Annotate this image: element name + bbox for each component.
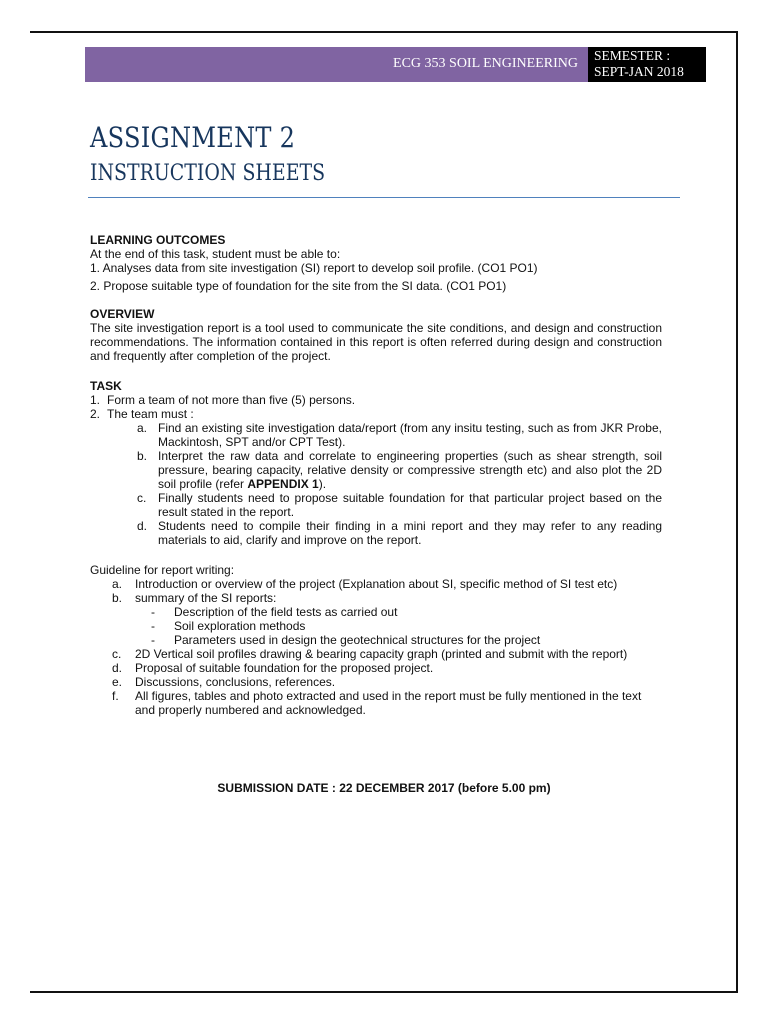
task-item: 1. Form a team of not more than five (5) persons. bbox=[90, 393, 356, 407]
task-subitem: b. Interpret the raw data and correlate to engineering properties (such as shear strength, soil pressure, bearing capacity, relative density or compressive strength etc) and also plot the 2D soil profile (refer APPENDIX 1). bbox=[137, 449, 662, 491]
semester-box bbox=[588, 47, 706, 82]
task-subitem: c. Finally students need to propose suitable foundation for that particular project based on the result stated in the report. bbox=[137, 491, 662, 519]
task-item: 2. The team must : bbox=[90, 407, 194, 421]
guideline-item: b. summary of the SI reports: - Description of the field tests as carried out - Soil exploration methods - Parameters used in design the geotechnical structures for the project bbox=[112, 591, 662, 647]
page-border-top bbox=[30, 31, 738, 33]
overview-text: The site investigation report is a tool used to communicate the site conditions, and design and construction recommendations. The information contained in this report is often referred during design and construction and frequently after completion of the project. bbox=[90, 321, 662, 363]
task-list bbox=[90, 393, 662, 421]
semester-label: SEMESTER : bbox=[594, 48, 671, 63]
guideline-subitem: - Parameters used in design the geotechnical structures for the project bbox=[151, 633, 541, 647]
task-subitem: a. Find an existing site investigation data/report (from any insitu testing, such as from JKR Probe, Mackintosh, SPT and/or CPT Test). bbox=[137, 421, 662, 449]
document-body bbox=[90, 233, 662, 717]
guideline-item: d. Proposal of suitable foundation for the proposed project. bbox=[112, 661, 434, 675]
learning-outcome-item: 2. Propose suitable type of foundation for the site from the SI data. (CO1 PO1) bbox=[90, 279, 507, 293]
guideline-sublist bbox=[151, 605, 662, 647]
guideline-item: e. Discussions, conclusions, references. bbox=[112, 675, 336, 689]
semester-value: SEPT-JAN 2018 bbox=[594, 64, 684, 79]
learning-outcome-item: 1. Analyses data from site investigation (SI) report to develop soil profile. (CO1 PO1) bbox=[90, 261, 538, 275]
learning-outcomes-heading: LEARNING OUTCOMES bbox=[90, 233, 226, 247]
header-bar bbox=[85, 47, 588, 82]
page-border-right bbox=[736, 31, 738, 993]
page-border-bottom bbox=[30, 991, 738, 993]
guideline-list bbox=[112, 577, 662, 717]
guideline-intro: Guideline for report writing: bbox=[90, 563, 235, 577]
submission-date: SUBMISSION DATE : 22 DECEMBER 2017 (before 5.00 pm) bbox=[217, 781, 551, 795]
title-divider bbox=[88, 197, 680, 198]
overview-heading: OVERVIEW bbox=[90, 307, 155, 321]
appendix-reference: APPENDIX 1 bbox=[247, 477, 319, 491]
task-subitem: d. Students need to compile their finding in a mini report and they may refer to any reading materials to aid, clarify and improve on the report. bbox=[137, 519, 662, 547]
guideline-item: c. 2D Vertical soil profiles drawing & bearing capacity graph (printed and submit with the report) bbox=[112, 647, 628, 661]
guideline-item: a. Introduction or overview of the project (Explanation about SI, specific method of SI test etc) bbox=[112, 577, 618, 591]
learning-outcomes-intro: At the end of this task, student must be able to: bbox=[90, 247, 341, 261]
task-sublist bbox=[137, 421, 662, 547]
task-heading: TASK bbox=[90, 379, 122, 393]
assignment-title: ASSIGNMENT 2 bbox=[90, 121, 296, 154]
assignment-subtitle: INSTRUCTION SHEETS bbox=[90, 161, 326, 186]
guideline-subitem: - Soil exploration methods bbox=[151, 619, 306, 633]
course-title: ECG 353 SOIL ENGINEERING bbox=[393, 56, 578, 71]
guideline-item: f. All figures, tables and photo extracted and used in the report must be fully mentioned in the text and properly numbered and acknowledged. bbox=[112, 689, 642, 717]
guideline-subitem: - Description of the field tests as carried out bbox=[151, 605, 398, 619]
